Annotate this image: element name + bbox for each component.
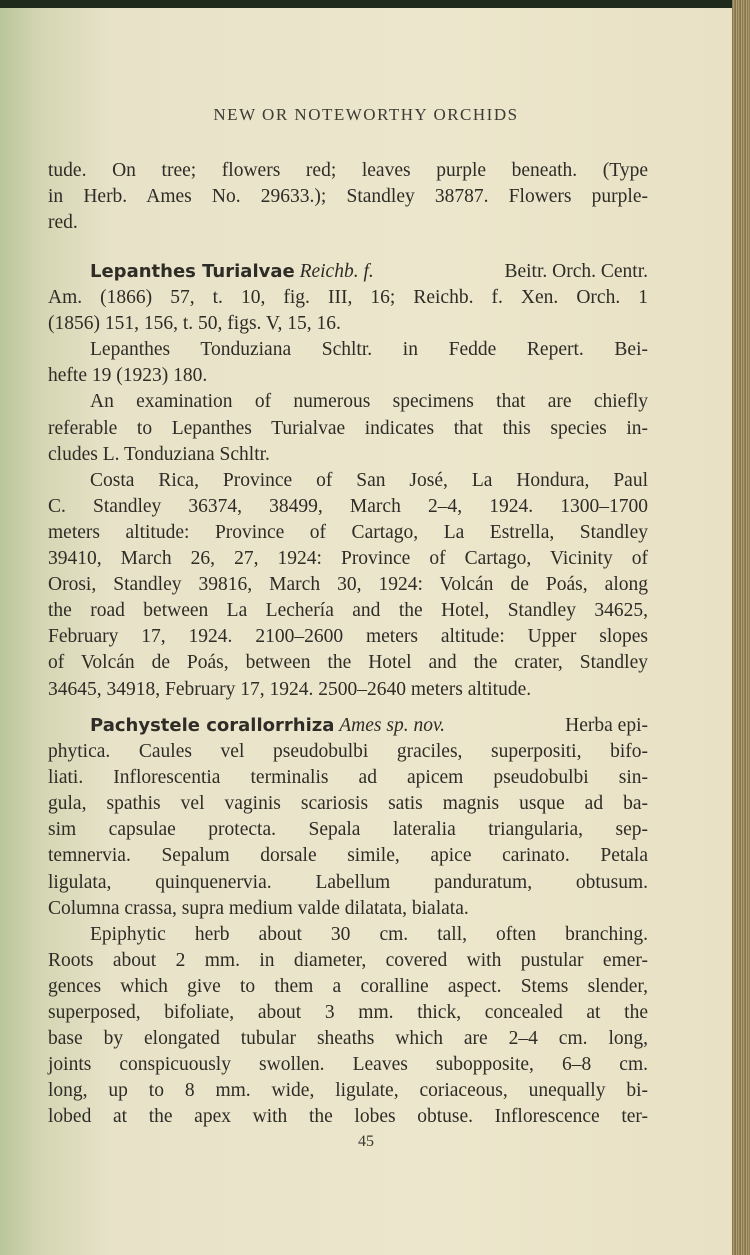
species-heading-line: Lepanthes Turialvae Reichb. f. Beitr. Orch. Centr. <box>90 261 648 282</box>
text-line: sim capsulae protecta. Sepala lateralia triangularia, sep- <box>48 819 648 841</box>
text-line: Orosi, Standley 39816, March 30, 1924: Volcán de Poás, along <box>48 574 648 596</box>
text-line: long, up to 8 mm. wide, ligulate, coriaceous, unequally bi- <box>48 1080 648 1102</box>
text-line: C. Standley 36374, 38499, March 2–4, 1924. 1300–1700 <box>48 495 648 517</box>
text-line: referable to Lepanthes Turialvae indicates that this species in- <box>48 417 648 439</box>
text-line: Am. (1866) 57, t. 10, fig. III, 16; Reichb. f. Xen. Orch. 1 <box>48 287 648 309</box>
species-heading-line: Pachystele corallorrhiza Ames sp. nov. Herba epi- <box>90 715 648 736</box>
text-line: tude. On tree; flowers red; leaves purple beneath. (Type <box>48 160 648 181</box>
pachystele-section <box>48 713 648 1131</box>
page-number: 45 <box>358 1133 374 1150</box>
species-author: Ames sp. nov. <box>339 715 446 736</box>
text-line: lobed at the apex with the lobes obtuse. Inflorescence ter- <box>48 1106 648 1128</box>
text-line: the road between La Lechería and the Hotel, Standley 34625, <box>48 600 648 622</box>
text-line: hefte 19 (1923) 180. <box>48 365 208 387</box>
lepanthes-section <box>48 259 648 703</box>
text-line: ligulata, quinquenervia. Labellum panduratum, obtusum. <box>48 871 648 893</box>
text-line: gula, spathis vel vaginis scariosis satis magnis usque ad ba- <box>48 793 648 815</box>
text-line: (1856) 151, 156, t. 50, figs. V, 15, 16. <box>48 313 341 335</box>
text-line: February 17, 1924. 2100–2600 meters altitude: Upper slopes <box>48 626 648 648</box>
text-line: superposed, bifoliate, about 3 mm. thick, concealed at the <box>48 1002 648 1024</box>
text-line: gences which give to them a coralline aspect. Stems slender, <box>48 975 648 997</box>
text-line: Columna crassa, supra medium valde dilatata, bialata. <box>48 897 469 919</box>
text-line: in Herb. Ames No. 29633.); Standley 38787. Flowers purple- <box>48 186 648 208</box>
text-line: cludes L. Tonduziana Schltr. <box>48 443 270 465</box>
text-line: Roots about 2 mm. in diameter, covered with pustular emer- <box>48 949 648 971</box>
text-line: temnervia. Sepalum dorsale simile, apice carinato. Petala <box>48 845 648 867</box>
text-line: 34645, 34918, February 17, 1924. 2500–2640 meters altitude. <box>48 678 532 700</box>
text-line: liati. Inflorescentia terminalis ad apicem pseudobulbi sin- <box>48 767 648 789</box>
text-line: Epiphytic herb about 30 cm. tall, often branching. <box>90 923 648 945</box>
text-line: meters altitude: Province of Cartago, La Estrella, Standley <box>48 521 648 543</box>
running-head: NEW OR NOTEWORTHY ORCHIDS <box>213 105 519 124</box>
page-edge <box>732 0 750 1255</box>
species-name: Lepanthes Turialvae <box>90 261 295 282</box>
species-name: Pachystele corallorrhiza <box>90 715 335 736</box>
text-line: base by elongated tubular sheaths which are 2–4 cm. long, <box>48 1028 648 1050</box>
text-line: joints conspicuously swollen. Leaves subopposite, 6–8 cm. <box>48 1054 648 1076</box>
text-line: Costa Rica, Province of San José, La Hondura, Paul <box>90 469 648 491</box>
book-page <box>0 8 732 1255</box>
text-line: of Volcán de Poás, between the Hotel and the crater, Standley <box>48 652 648 674</box>
text-line: Lepanthes Tonduziana Schltr. in Fedde Repert. Bei- <box>90 339 648 361</box>
text-line: 39410, March 26, 27, 1924: Province of Cartago, Vicinity of <box>48 548 648 570</box>
species-author: Reichb. f. <box>299 261 374 282</box>
paragraph-continuation <box>48 158 648 236</box>
text-line: phytica. Caules vel pseudobulbi graciles, superpositi, bifo- <box>48 741 648 763</box>
text-line: red. <box>48 212 78 234</box>
text-line: An examination of numerous specimens that are chiefly <box>90 391 648 413</box>
